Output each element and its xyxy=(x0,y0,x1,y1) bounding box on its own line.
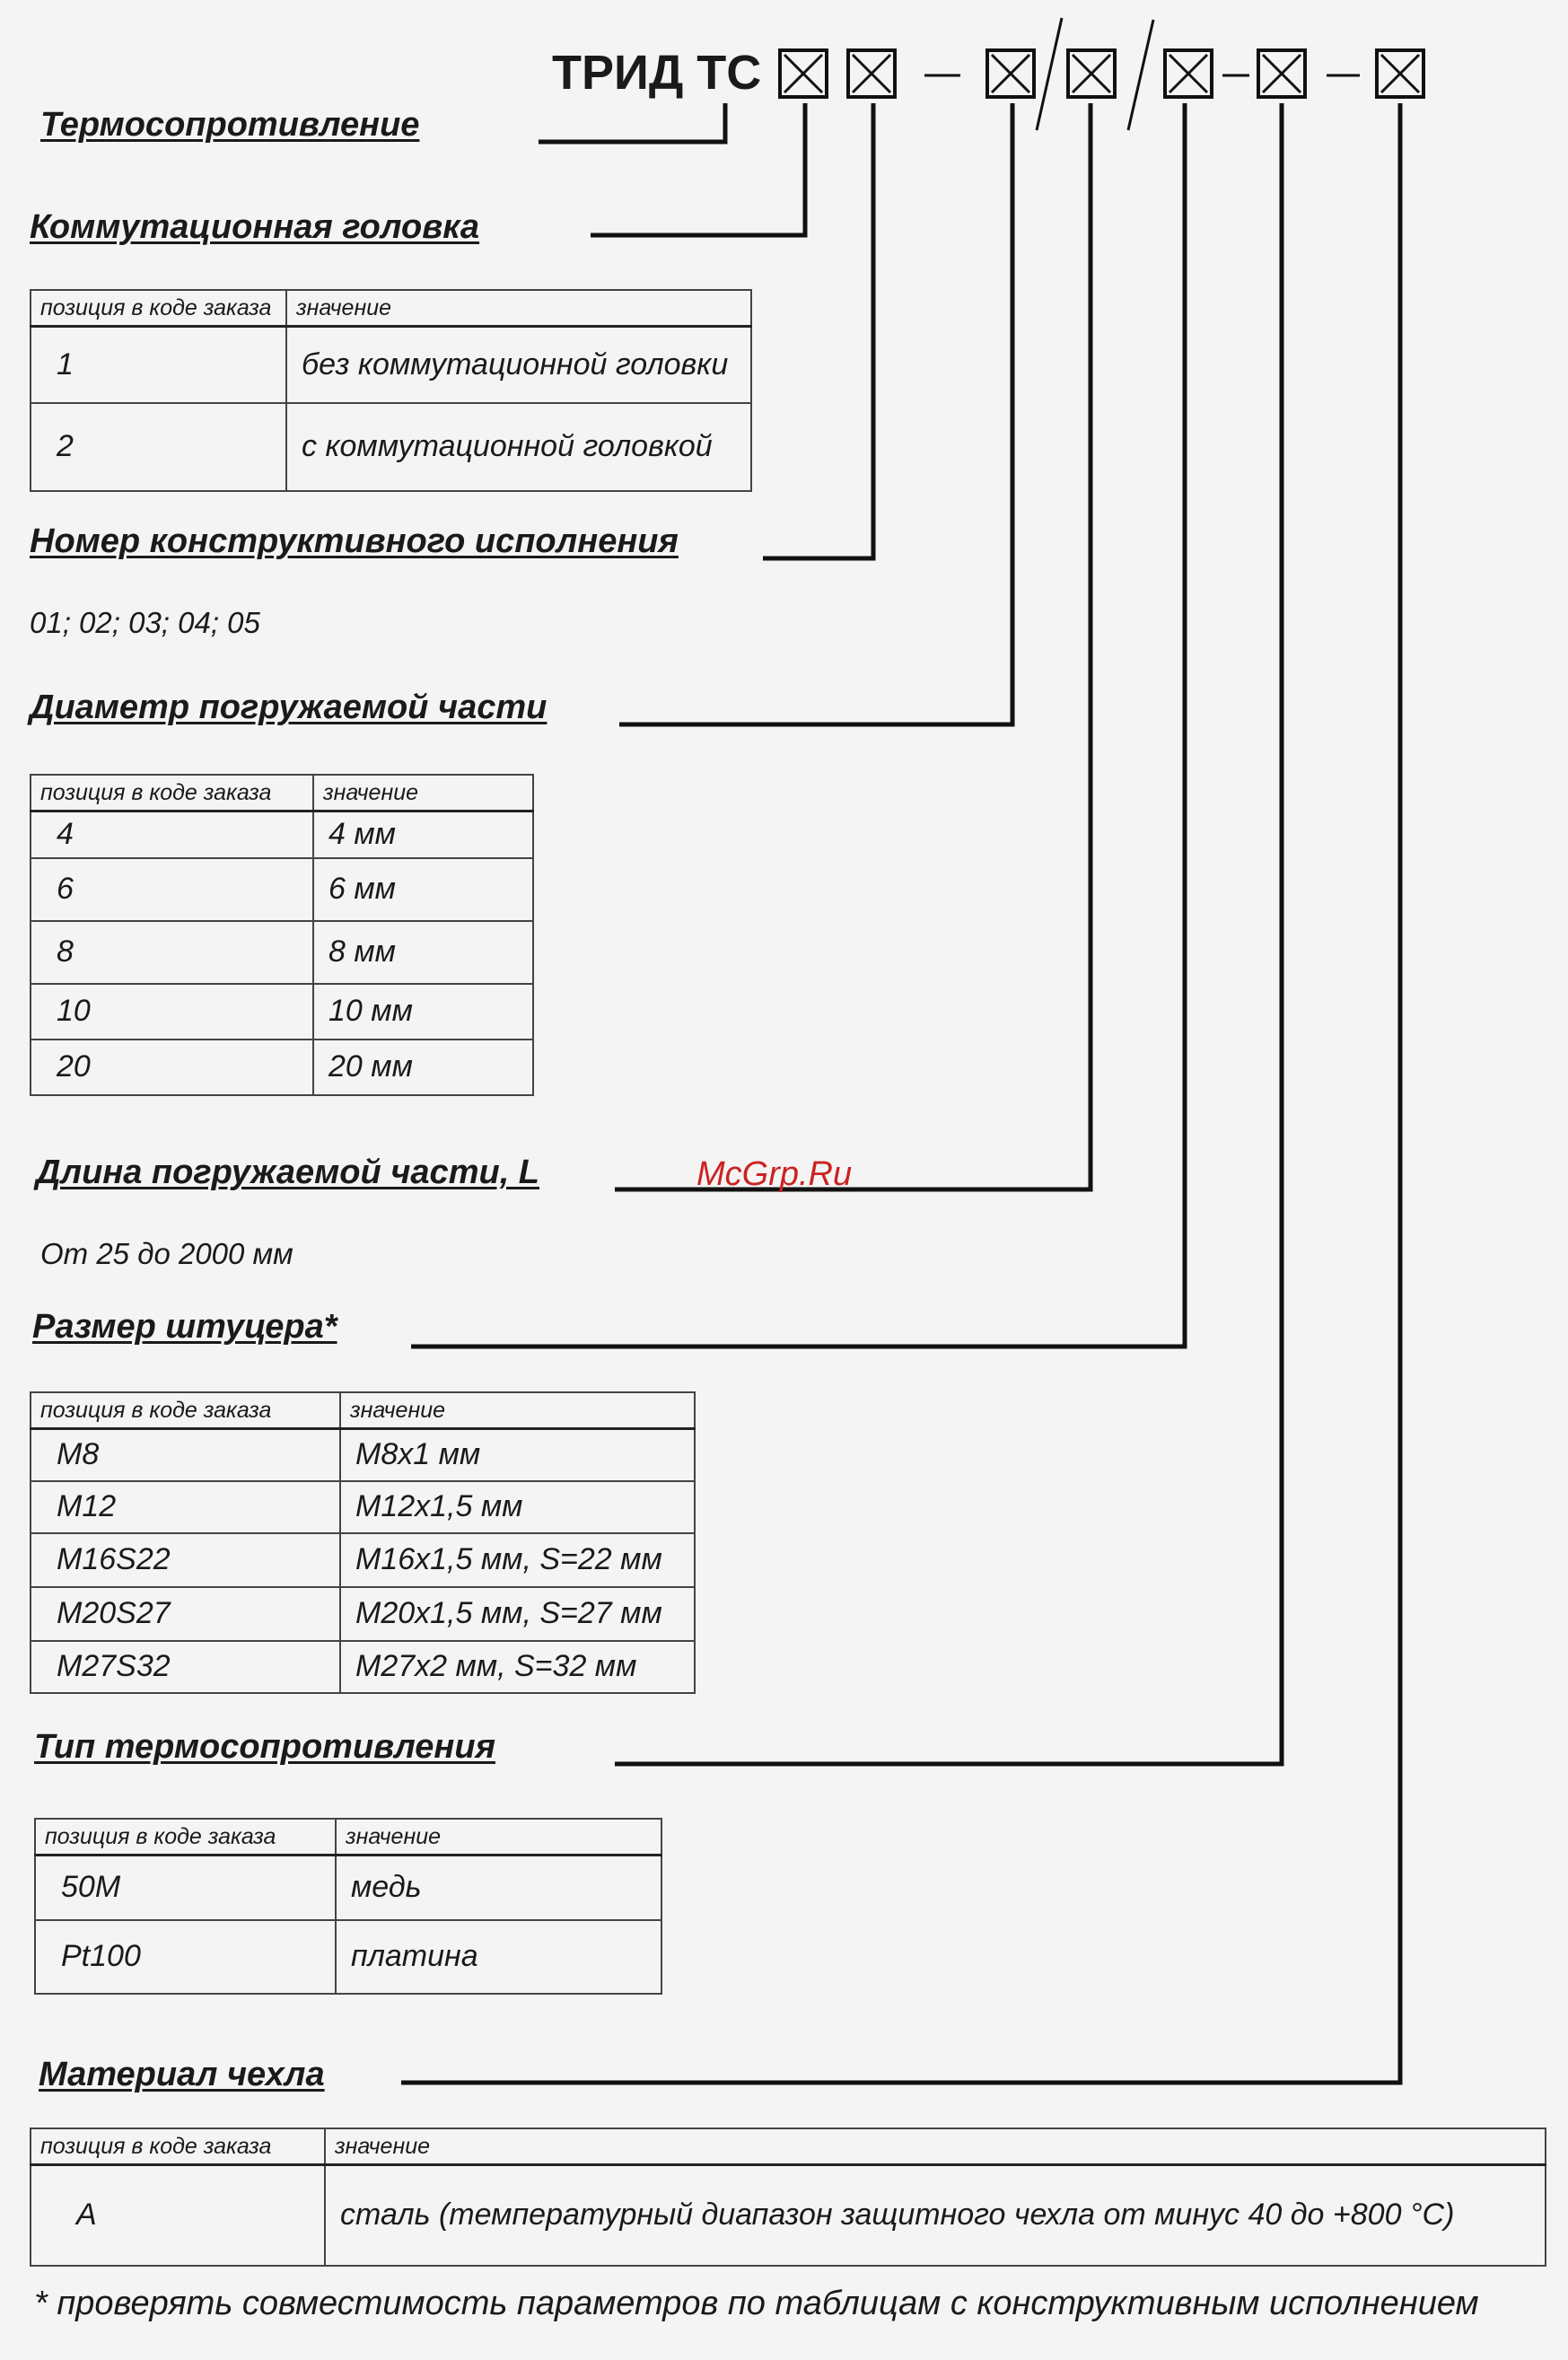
type-title: Тип термосопротивления xyxy=(34,1728,495,1766)
diameter-code: 20 xyxy=(31,1040,313,1095)
fitting-col2: значение xyxy=(340,1392,695,1429)
table-row xyxy=(31,1481,695,1533)
diameter-value: 10 мм xyxy=(313,984,533,1040)
diameter-table xyxy=(30,774,534,1096)
fitting-table xyxy=(30,1391,696,1694)
thermo-title: Термосопротивление xyxy=(40,106,420,144)
material-col2: значение xyxy=(325,2128,1546,2165)
connector-design xyxy=(763,103,873,558)
diameter-value: 6 мм xyxy=(313,858,533,921)
head-value: с коммутационной головкой xyxy=(286,403,751,491)
design-title: Номер конструктивного исполнения xyxy=(30,522,679,560)
design-values: 01; 02; 03; 04; 05 xyxy=(30,606,260,639)
table-row xyxy=(31,921,533,984)
code-box-material xyxy=(1375,48,1425,99)
fitting-value: М27х2 мм, S=32 мм xyxy=(340,1641,695,1693)
length-title: Длина погружаемой части, L xyxy=(36,1154,540,1191)
material-value: сталь (температурный диапазон защитного чехла от минус 40 до +800 °С) xyxy=(325,2165,1546,2266)
fitting-value: М12х1,5 мм xyxy=(340,1481,695,1533)
code-slash-1 xyxy=(1037,18,1062,130)
table-row xyxy=(31,984,533,1040)
type-code: Pt100 xyxy=(35,1920,336,1994)
code-box-diameter xyxy=(985,48,1036,99)
table-row xyxy=(31,1040,533,1095)
table-row xyxy=(31,812,533,858)
table-row xyxy=(35,1920,661,1994)
table-row xyxy=(31,1429,695,1481)
diameter-code: 4 xyxy=(31,812,313,858)
type-table xyxy=(34,1818,662,1995)
fitting-value: М8х1 мм xyxy=(340,1429,695,1481)
head-value: без коммутационной головки xyxy=(286,327,751,403)
fitting-code: M27S32 xyxy=(31,1641,340,1693)
fitting-value: М16х1,5 мм, S=22 мм xyxy=(340,1533,695,1587)
connector-thermo xyxy=(539,103,725,142)
connector-head xyxy=(591,103,805,235)
table-row xyxy=(31,1641,695,1693)
type-code: 50M xyxy=(35,1856,336,1920)
code-box-head xyxy=(778,48,828,99)
table-row xyxy=(31,858,533,921)
diameter-col2: значение xyxy=(313,775,533,812)
type-value: платина xyxy=(336,1920,661,1994)
head-title: Коммутационная головка xyxy=(30,208,480,246)
diameter-value: 4 мм xyxy=(313,812,533,858)
code-slash-2 xyxy=(1128,20,1153,130)
table-row xyxy=(31,1587,695,1641)
diameter-code: 8 xyxy=(31,921,313,984)
fitting-col1: позиция в коде заказа xyxy=(31,1392,340,1429)
fitting-value: М20х1,5 мм, S=27 мм xyxy=(340,1587,695,1641)
diameter-code: 6 xyxy=(31,858,313,921)
code-box-fitting xyxy=(1163,48,1213,99)
material-code: A xyxy=(31,2165,325,2266)
material-title: Материал чехла xyxy=(39,2056,325,2093)
watermark: McGrp.Ru xyxy=(696,1155,853,1193)
diameter-value: 20 мм xyxy=(313,1040,533,1095)
code-box-length xyxy=(1066,48,1117,99)
table-row xyxy=(31,403,751,491)
diameter-title: Диаметр погружаемой части xyxy=(30,689,547,726)
fitting-code: M16S22 xyxy=(31,1533,340,1587)
code-box-type xyxy=(1257,48,1307,99)
head-code: 1 xyxy=(31,327,286,403)
head-table xyxy=(30,289,752,492)
material-col1: позиция в коде заказа xyxy=(31,2128,325,2165)
type-value: медь xyxy=(336,1856,661,1920)
order-code-prefix: ТРИД ТС xyxy=(552,46,762,100)
table-row xyxy=(31,327,751,403)
fitting-code: M8 xyxy=(31,1429,340,1481)
type-col2: значение xyxy=(336,1819,661,1856)
head-code: 2 xyxy=(31,403,286,491)
diameter-value: 8 мм xyxy=(313,921,533,984)
table-row xyxy=(35,1856,661,1920)
length-range: От 25 до 2000 мм xyxy=(40,1237,293,1270)
table-row xyxy=(31,1533,695,1587)
table-row xyxy=(31,2165,1546,2266)
material-table xyxy=(30,2128,1546,2267)
fitting-code: M12 xyxy=(31,1481,340,1533)
fitting-title: Размер штуцера* xyxy=(32,1308,337,1346)
diameter-code: 10 xyxy=(31,984,313,1040)
diameter-col1: позиция в коде заказа xyxy=(31,775,313,812)
head-col1: позиция в коде заказа xyxy=(31,290,286,327)
code-box-design xyxy=(846,48,897,99)
fitting-code: M20S27 xyxy=(31,1587,340,1641)
head-col2: значение xyxy=(286,290,751,327)
connector-length xyxy=(615,103,1091,1189)
footnote: * проверять совместимость параметров по таблицам с конструктивным исполнением xyxy=(34,2285,1479,2322)
type-col1: позиция в коде заказа xyxy=(35,1819,336,1856)
